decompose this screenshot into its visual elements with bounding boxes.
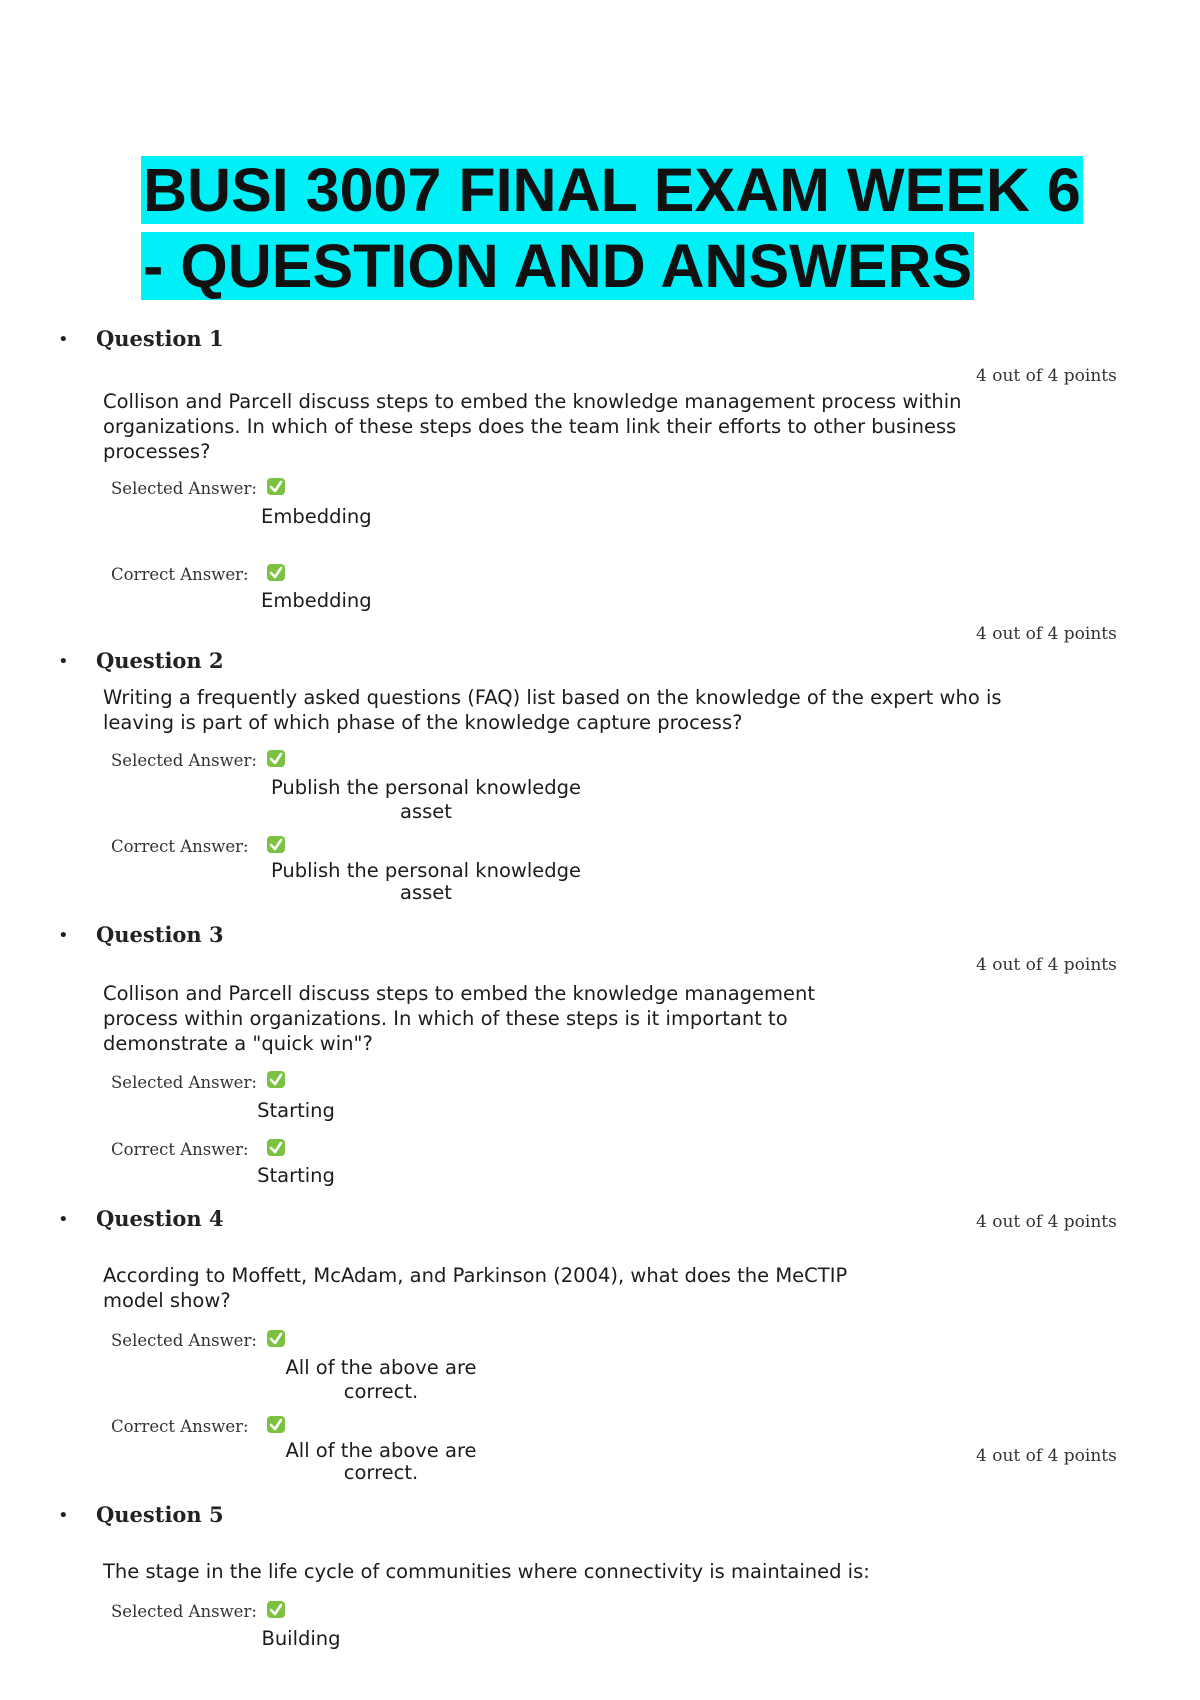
correct-answer-value: Starting: [257, 1164, 335, 1187]
selected-answer-value: Embedding: [261, 505, 372, 528]
selected-answer-label: Selected Answer:: [111, 479, 257, 498]
selected-answer-label: Selected Answer:: [111, 751, 257, 770]
selected-answer-label: Selected Answer:: [111, 1073, 257, 1092]
title-highlight: BUSI 3007 FINAL EXAM WEEK 6 - QUESTION AND ANSWERS: [143, 156, 1081, 300]
selected-answer-value: All of the above are correct.: [285, 1356, 477, 1403]
correct-check-icon: [266, 477, 286, 496]
correct-check-icon: [266, 749, 286, 768]
correct-check-icon: [266, 1329, 286, 1348]
selected-answer-value: Starting: [257, 1099, 335, 1122]
question-heading: Question 3: [96, 922, 224, 947]
question-heading: Question 2: [96, 648, 224, 673]
question-text: According to Moffett, McAdam, and Parkinson (2004), what does the MeCTIP model show?: [103, 1264, 848, 1312]
correct-check-icon: [266, 1600, 286, 1619]
correct-check-icon: [266, 1138, 286, 1157]
question-text: Writing a frequently asked questions (FAQ) list based on the knowledge of the expert who is leaving is part of which phase of the knowledge capture process?: [103, 686, 1002, 734]
question-text: Collison and Parcell discuss steps to embed the knowledge management process within organizations. In which of these steps does the team link their efforts to other business processes?: [103, 390, 962, 463]
question-points: 4 out of 4 points: [976, 624, 1117, 644]
question-heading: Question 5: [96, 1502, 224, 1527]
question-bullet: •: [58, 1505, 69, 1526]
question-bullet: •: [58, 925, 69, 946]
document-title: [141, 152, 1091, 304]
correct-check-icon: [266, 1070, 286, 1089]
question-points: 4 out of 4 points: [976, 1446, 1117, 1466]
correct-answer-label: Correct Answer:: [111, 1140, 249, 1159]
question-points: 4 out of 4 points: [976, 366, 1117, 386]
correct-check-icon: [266, 563, 286, 582]
correct-answer-label: Correct Answer:: [111, 837, 249, 856]
correct-answer-value: Embedding: [261, 589, 372, 612]
question-points: 4 out of 4 points: [976, 955, 1117, 975]
question-heading: Question 1: [96, 326, 224, 351]
correct-answer-value: All of the above are correct.: [285, 1439, 477, 1484]
selected-answer-label: Selected Answer:: [111, 1331, 257, 1350]
question-bullet: •: [58, 329, 69, 350]
correct-answer-label: Correct Answer:: [111, 565, 249, 584]
correct-check-icon: [266, 1415, 286, 1434]
question-text: Collison and Parcell discuss steps to embed the knowledge management process within organizations. In which of these steps is it important to demonstrate a "quick win"?: [103, 982, 816, 1055]
question-text: The stage in the life cycle of communities where connectivity is maintained is:: [103, 1560, 870, 1583]
question-bullet: •: [58, 651, 69, 672]
correct-answer-value: Publish the personal knowledge asset: [270, 859, 581, 904]
selected-answer-value: Publish the personal knowledge asset: [270, 776, 581, 823]
question-points: 4 out of 4 points: [976, 1212, 1117, 1232]
question-heading: Question 4: [96, 1206, 224, 1231]
correct-answer-label: Correct Answer:: [111, 1417, 249, 1436]
selected-answer-label: Selected Answer:: [111, 1602, 257, 1621]
question-bullet: •: [58, 1209, 69, 1230]
selected-answer-value: Building: [261, 1627, 341, 1650]
correct-check-icon: [266, 835, 286, 854]
